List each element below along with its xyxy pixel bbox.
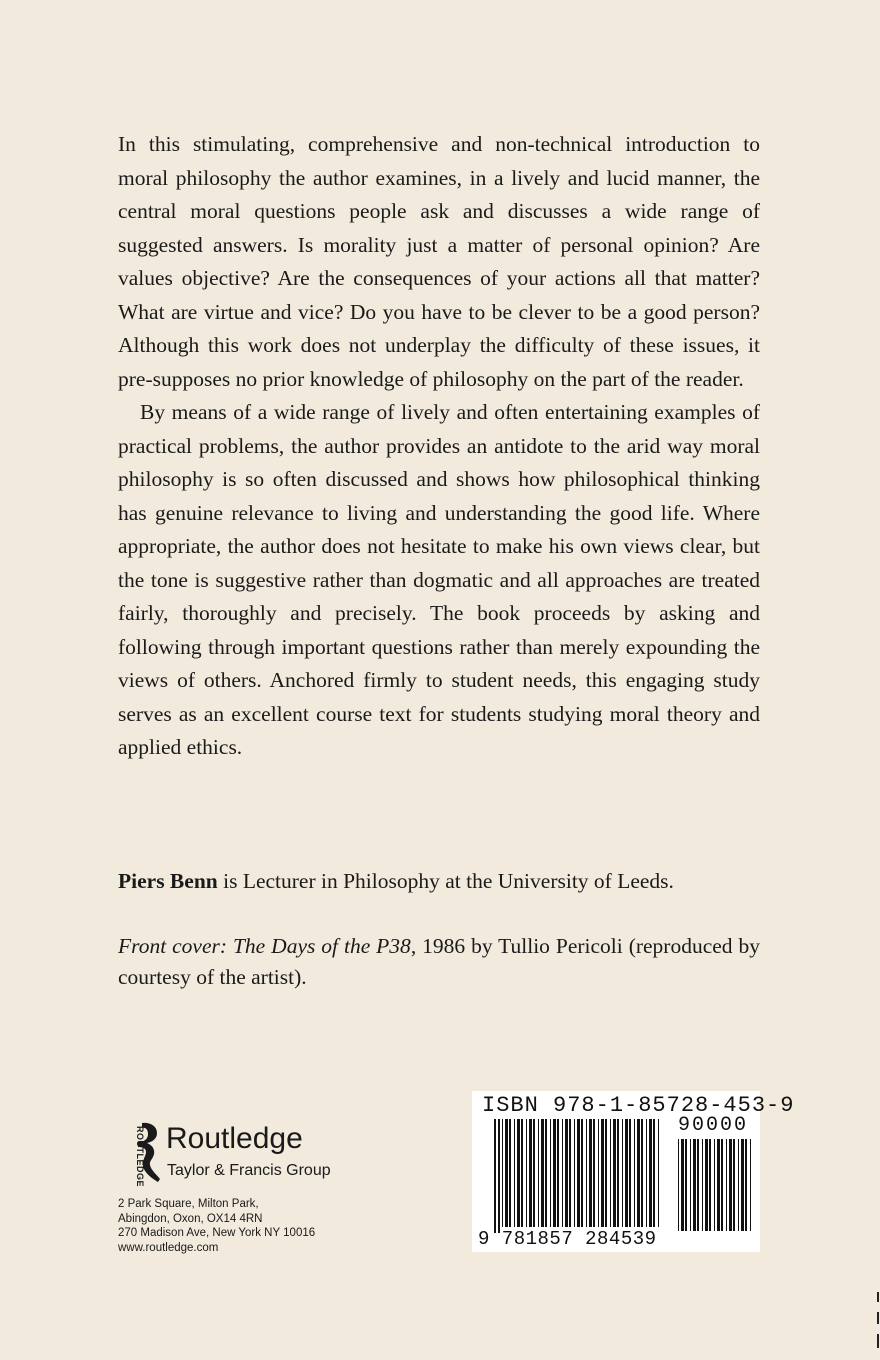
barcode-bar (562, 1119, 563, 1227)
barcode-bar (649, 1119, 652, 1227)
barcode-bar (714, 1139, 715, 1231)
barcode-bar (690, 1139, 691, 1231)
barcode-bar (598, 1119, 599, 1227)
author-note (118, 866, 760, 896)
barcode-bar (589, 1119, 592, 1227)
address-line-3: 270 Madison Ave, New York NY 10016 (118, 1227, 316, 1239)
barcode-bar (745, 1139, 747, 1231)
publisher-vertical-text: ROUTLEDGE (135, 1126, 145, 1188)
barcode-bar (574, 1119, 575, 1227)
barcode-bar (586, 1119, 587, 1227)
barcode-bar (622, 1119, 623, 1227)
barcode-bar (685, 1139, 687, 1231)
cover-credit-label: Front cover: The Days of the P38 (118, 934, 411, 958)
barcode-bar (625, 1119, 628, 1227)
edge-crop-marks (874, 1290, 880, 1360)
blurb-paragraph-1: In this stimulating, comprehensive and non-technical introduction to moral philosophy the author examines, in a lively and lucid manner, the central moral questions people ask and discusses a wide range of suggested answers. Is morality just a matter of personal opinion? Are values objective? Are the consequences of your actions all that matter? What are virtue and vice? Do you have to be clever to be a good person? Although this work does not underplay the difficulty of these issues, it pre-supposes no prior knowledge of philosophy on the part of the reader. (118, 132, 760, 391)
barcode-guard-bar (494, 1119, 496, 1233)
barcode-bar (653, 1119, 655, 1227)
cover-credit-text: , 1986 by Tullio Pericoli (reproduced by courtesy of the artist). (118, 934, 760, 989)
barcode-bar (541, 1119, 544, 1227)
barcode-digits: 9 781857 284539 (478, 1228, 657, 1250)
back-cover-blurb (118, 128, 760, 765)
barcode-bar (569, 1119, 571, 1227)
isbn-label: ISBN 978-1-85728-453-9 (482, 1093, 795, 1118)
barcode-bar (521, 1119, 523, 1227)
barcode-bar (565, 1119, 568, 1227)
barcode-bar (629, 1119, 631, 1227)
barcode-bar (601, 1119, 604, 1227)
barcode-bar (545, 1119, 547, 1227)
cover-credit (118, 931, 760, 993)
barcode-bar (610, 1119, 611, 1227)
barcode-bar (581, 1119, 583, 1227)
barcode-bar (693, 1139, 696, 1231)
barcode-bar (526, 1119, 527, 1227)
barcode-bar (509, 1119, 511, 1227)
barcode-bar (637, 1119, 640, 1227)
barcode-bar (726, 1139, 727, 1231)
publisher-name: Routledge (166, 1122, 303, 1155)
barcode-bar (733, 1139, 735, 1231)
barcode-bar (641, 1119, 643, 1227)
barcode-bar (550, 1119, 551, 1227)
barcode-bar (502, 1119, 503, 1227)
barcode-bar (681, 1139, 684, 1231)
barcode-bar (613, 1119, 616, 1227)
barcode-bar (697, 1139, 699, 1231)
barcode-bar (750, 1139, 751, 1231)
isbn-barcode (472, 1091, 795, 1252)
barcode-bar (738, 1139, 739, 1231)
barcode-bar (577, 1119, 580, 1227)
barcode-bar (538, 1119, 539, 1227)
barcode-bar (517, 1119, 520, 1227)
address-line-2: Abingdon, Oxon, OX14 4RN (118, 1212, 263, 1225)
barcode-guard-bar (498, 1119, 500, 1233)
barcode-bar (678, 1139, 679, 1231)
address-line-1: 2 Park Square, Milton Park, (118, 1198, 259, 1210)
barcode-bar (634, 1119, 635, 1227)
publisher-address (118, 1197, 315, 1255)
barcode-bar (593, 1119, 595, 1227)
barcode-bar (617, 1119, 619, 1227)
barcode-bar (702, 1139, 703, 1231)
barcode-bar (741, 1139, 744, 1231)
author-name: Piers Benn (118, 869, 218, 893)
author-description: is Lecturer in Philosophy at the University of Leeds. (217, 869, 674, 893)
barcode-bar (557, 1119, 559, 1227)
publisher-website: www.routledge.com (118, 1241, 219, 1254)
publisher-group: Taylor & Francis Group (167, 1162, 331, 1179)
routledge-knight-icon (132, 1121, 162, 1188)
barcode-bar (529, 1119, 532, 1227)
barcode-bar (514, 1119, 515, 1227)
barcode-bar (709, 1139, 711, 1231)
barcode-bar (729, 1139, 732, 1231)
barcode-bar (646, 1119, 647, 1227)
barcode-bar (533, 1119, 535, 1227)
barcode-bar (658, 1119, 659, 1227)
barcode-bar (705, 1139, 708, 1231)
barcode-bar (505, 1119, 508, 1227)
barcode-bar (721, 1139, 723, 1231)
barcode-bar (553, 1119, 556, 1227)
price-code: 90000 (678, 1114, 749, 1137)
barcode-bar (717, 1139, 720, 1231)
publisher-logo (116, 1118, 376, 1188)
barcode-bar (605, 1119, 607, 1227)
blurb-paragraph-2: By means of a wide range of lively and often entertaining examples of practical problems, the author provides an antidote to the arid way moral philosophy is so often discussed and shows how philosophical thinking has genuine relevance to living and understanding the good life. Where appropriate, the author does not hesitate to make his own views clear, but the tone is suggestive rather than dogmatic and all approaches are treated fairly, thoroughly and precisely. The book proceeds by asking and following through important questions rather than merely expounding the views of others. Anchored firmly to student needs, this engaging study serves as an excellent course text for students studying moral theory and applied ethics. (118, 400, 760, 759)
